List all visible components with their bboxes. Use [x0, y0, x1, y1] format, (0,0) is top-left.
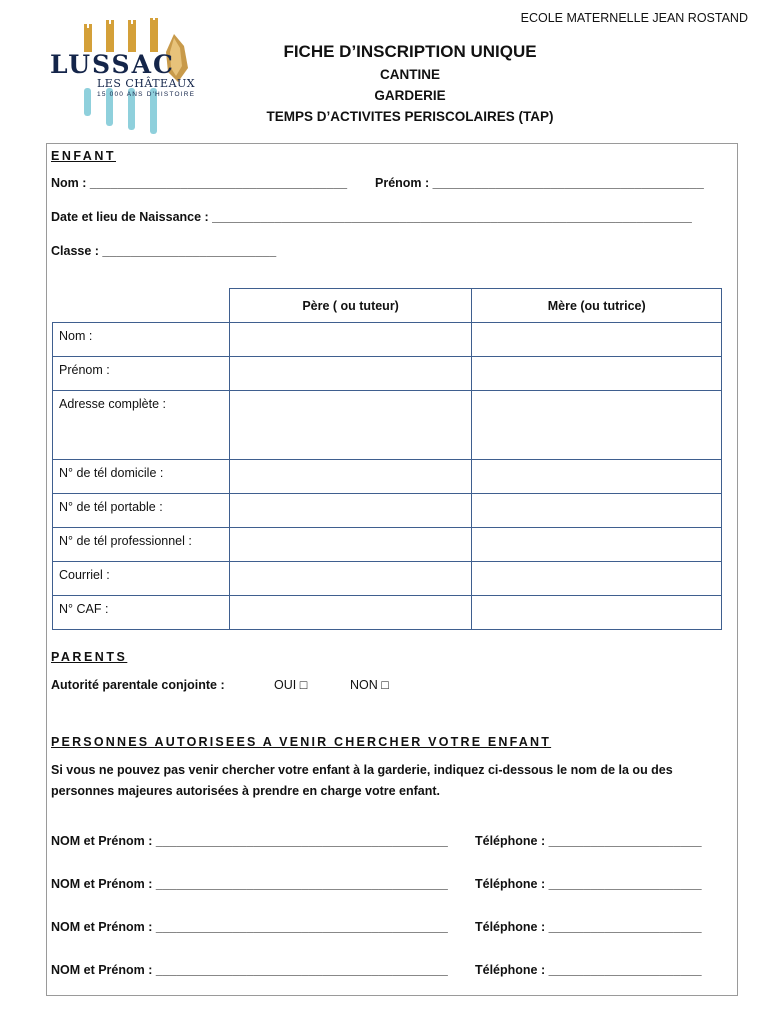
table-row [53, 494, 722, 528]
header-mere: Mère (ou tutrice) [472, 289, 722, 323]
enfant-nom-field[interactable]: Nom : _____________________________________ [51, 176, 348, 190]
enfant-naissance-field[interactable]: Date et lieu de Naissance : _____________________________________________________________________ [51, 210, 692, 224]
cell-pere-tel-pro[interactable] [229, 528, 472, 562]
non-checkbox[interactable]: NON □ [350, 678, 389, 692]
cell-mere-prenom[interactable] [472, 357, 722, 391]
cell-mere-tel-pro[interactable] [472, 528, 722, 562]
cell-pere-caf[interactable] [229, 596, 472, 630]
header-pere: Père ( ou tuteur) [229, 289, 472, 323]
section-personnes-title: PERSONNES AUTORISEES A VENIR CHERCHER VOTRE ENFANT [51, 735, 552, 749]
personne-tel-field-1[interactable]: Téléphone : ______________________ [475, 834, 702, 848]
personne-nom-field-2[interactable]: NOM et Prénom : __________________________________________ [51, 877, 448, 891]
cell-pere-nom[interactable] [229, 323, 472, 357]
lussac-logo [50, 18, 210, 138]
cell-pere-tel-domicile[interactable] [229, 460, 472, 494]
enfant-prenom-field[interactable]: Prénom : _______________________________________ [375, 176, 704, 190]
table-row [53, 323, 722, 357]
cell-mere-nom[interactable] [472, 323, 722, 357]
subtitle-garderie: GARDERIE [374, 88, 446, 103]
row-label-tel-domicile: N° de tél domicile : [53, 460, 230, 494]
personne-tel-field-3[interactable]: Téléphone : ______________________ [475, 920, 702, 934]
personne-nom-field-1[interactable]: NOM et Prénom : __________________________________________ [51, 834, 448, 848]
enfant-classe-field[interactable]: Classe : _________________________ [51, 244, 277, 258]
logo-name: LUSSAC [50, 50, 175, 79]
personnes-intro: Si vous ne pouvez pas venir chercher votre enfant à la garderie, indiquez ci-dessous le nom de la ou des personnes majeures autorisées à prendre en charge votre enfant. [51, 763, 673, 798]
school-name: ECOLE MATERNELLE JEAN ROSTAND [520, 11, 748, 25]
table-row [53, 357, 722, 391]
personne-nom-field-4[interactable]: NOM et Prénom : __________________________________________ [51, 963, 448, 977]
cell-pere-courriel[interactable] [229, 562, 472, 596]
row-label-courriel: Courriel : [53, 562, 230, 596]
personne-tel-field-4[interactable]: Téléphone : ______________________ [475, 963, 702, 977]
section-enfant-title: ENFANT [51, 149, 116, 163]
logo-subtitle: LES CHÂTEAUX [97, 77, 196, 90]
cell-pere-tel-portable[interactable] [229, 494, 472, 528]
row-label-tel-pro: N° de tél professionnel : [53, 528, 230, 562]
row-label-tel-portable: N° de tél portable : [53, 494, 230, 528]
row-label-caf: N° CAF : [53, 596, 230, 630]
parents-table [52, 288, 722, 630]
row-label-prenom: Prénom : [53, 357, 230, 391]
cell-mere-courriel[interactable] [472, 562, 722, 596]
personne-tel-field-2[interactable]: Téléphone : ______________________ [475, 877, 702, 891]
table-row [53, 596, 722, 630]
table-row [53, 391, 722, 460]
subtitle-cantine: CANTINE [380, 67, 440, 82]
table-row [53, 562, 722, 596]
cell-pere-adresse[interactable] [229, 391, 472, 460]
section-parents-title: PARENTS [51, 650, 128, 664]
oui-checkbox[interactable]: OUI □ [274, 678, 308, 692]
cell-pere-prenom[interactable] [229, 357, 472, 391]
row-label-nom: Nom : [53, 323, 230, 357]
logo-tagline: 15 000 ANS D'HISTOIRE [97, 91, 196, 98]
table-row [53, 528, 722, 562]
form-title: FICHE D’INSCRIPTION UNIQUE [283, 42, 537, 61]
cell-mere-tel-domicile[interactable] [472, 460, 722, 494]
row-label-adresse: Adresse complète : [53, 391, 230, 460]
table-row [53, 460, 722, 494]
subtitle-tap: TEMPS D’ACTIVITES PERISCOLAIRES (TAP) [266, 109, 554, 124]
personne-nom-field-3[interactable]: NOM et Prénom : __________________________________________ [51, 920, 448, 934]
autorite-label: Autorité parentale conjointe : [51, 678, 225, 692]
cell-mere-adresse[interactable] [472, 391, 722, 460]
cell-mere-tel-portable[interactable] [472, 494, 722, 528]
cell-mere-caf[interactable] [472, 596, 722, 630]
